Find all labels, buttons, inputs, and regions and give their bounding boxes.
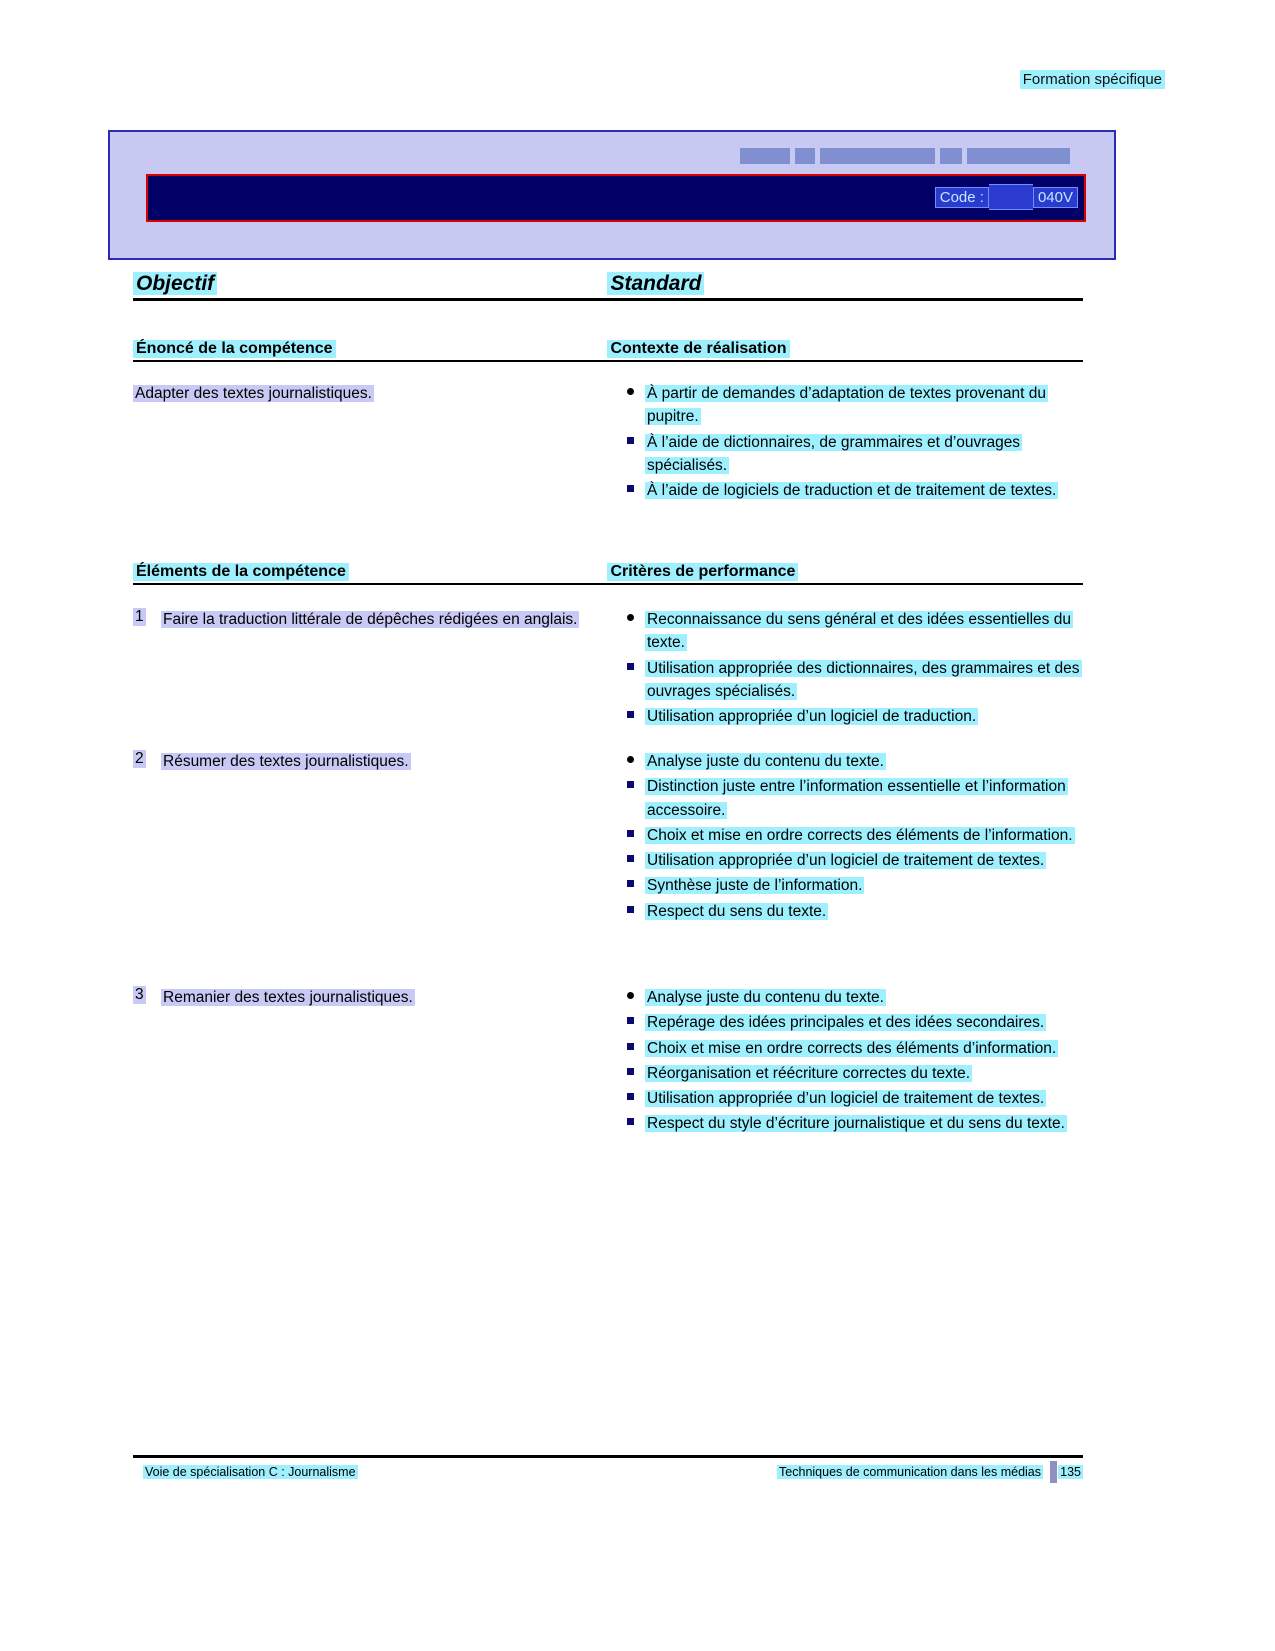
code-spacer (989, 184, 1033, 210)
criteria-item-text: Réorganisation et réécriture correctes du texte. (647, 1064, 971, 1082)
element-label-col (133, 986, 603, 1011)
footer-page-number: 135 (1060, 1465, 1081, 1479)
criteria-item-text: Utilisation appropriée d’un logiciel de traduction. (647, 708, 977, 725)
criteria-col (623, 608, 1083, 730)
list-item (623, 1062, 1083, 1085)
subhead-enonce-cell (133, 340, 603, 358)
list-item (623, 849, 1083, 872)
criteria-item-text: Utilisation appropriée des dictionnaires, des grammaires et des ouvrages spécialisés. (647, 659, 1080, 700)
list-item (623, 608, 1083, 655)
subhead-elements: Éléments de la compétence (133, 563, 349, 581)
subhead-criteres-cell (607, 563, 798, 580)
bullet-square-icon (627, 830, 634, 837)
criteria-item-text: Distinction juste entre l’information essentielle et l’information accessoire. (647, 778, 1066, 819)
contexte-item-text: À l’aide de dictionnaires, de grammaires et d’ouvrages spécialisés. (647, 433, 1021, 474)
criteria-col (623, 750, 1083, 925)
footer-right-text: Techniques de communication dans les médias (779, 1465, 1041, 1479)
criteria-item-text: Choix et mise en ordre corrects des éléments de l’information. (647, 826, 1073, 844)
bullet-square-icon (627, 485, 634, 492)
criteria-item-text: Utilisation appropriée d’un logiciel de traitement de textes. (647, 852, 1045, 869)
code-field (935, 184, 1078, 210)
bullet-dot-icon (627, 756, 634, 763)
banner-standard-cell (607, 272, 704, 296)
element-label-col (133, 750, 603, 775)
subhead-row-competence (133, 340, 1083, 362)
list-item (623, 750, 1083, 773)
element-label: Faire la traduction littérale de dépêches rédigées en anglais. (163, 611, 578, 628)
criteria-item-text: Repérage des idées principales et des idées secondaires. (647, 1014, 1045, 1032)
bullet-square-icon (627, 781, 634, 788)
banner-objectif-cell (133, 272, 603, 296)
criteria-item-text: Respect du sens du texte. (647, 902, 827, 920)
code-value: 040V (1033, 187, 1078, 208)
list-item (623, 900, 1083, 923)
bullet-dot-icon (627, 614, 634, 621)
list-item (623, 1087, 1083, 1110)
element-numbered (133, 986, 603, 1009)
criteria-list (623, 608, 1083, 728)
list-item (623, 874, 1083, 897)
subhead-contexte: Contexte de réalisation (607, 340, 789, 358)
bullet-square-icon (627, 711, 634, 718)
banner-objectif: Objectif (133, 272, 217, 295)
title-box (108, 130, 1116, 260)
list-item (623, 382, 1083, 429)
footer-left-text: Voie de spécialisation C : Journalisme (145, 1465, 356, 1479)
element-numbered (133, 608, 603, 631)
contexte-item-text: À partir de demandes d’adaptation de textes provenant du pupitre. (647, 385, 1046, 426)
criteria-item-text: Utilisation appropriée d’un logiciel de traitement de textes. (647, 1090, 1045, 1107)
list-item (623, 1112, 1083, 1135)
contexte-col (623, 382, 1083, 504)
criteria-col (623, 986, 1083, 1138)
element-label: Remanier des textes journalistiques. (163, 989, 413, 1006)
competence-statement-col (133, 382, 603, 405)
subhead-enonce: Énoncé de la compétence (133, 340, 336, 358)
subhead-criteres: Critères de performance (607, 563, 798, 581)
criteria-item-text: Reconnaissance du sens général et des idées essentielles du texte. (647, 611, 1071, 652)
subhead-row-elements (133, 563, 1083, 585)
criteria-item-text: Respect du style d’écriture journalistique et du sens du texte. (647, 1115, 1065, 1133)
list-item (623, 775, 1083, 822)
subhead-elements-cell (133, 563, 603, 581)
footer-divider (133, 1455, 1083, 1458)
list-item (623, 824, 1083, 847)
bullet-square-icon (627, 663, 634, 670)
bullet-dot-icon (627, 388, 634, 395)
list-item (623, 431, 1083, 478)
title-redaction-bar (740, 148, 1070, 164)
list-item (623, 1011, 1083, 1034)
criteria-item-text: Analyse juste du contenu du texte. (647, 753, 884, 770)
contexte-item-text: À l’aide de logiciels de traduction et de traitement de textes. (647, 482, 1057, 499)
code-label: Code : (935, 187, 989, 208)
element-number: 3 (135, 986, 144, 1003)
list-item (623, 657, 1083, 704)
element-label: Résumer des textes journalistiques. (163, 753, 409, 770)
criteria-item-text: Synthèse juste de l’information. (647, 877, 863, 895)
bullet-square-icon (627, 1043, 634, 1050)
bullet-square-icon (627, 1118, 634, 1125)
bullet-square-icon (627, 906, 634, 913)
element-label-col (133, 608, 603, 633)
criteria-list (623, 750, 1083, 923)
bullet-square-icon (627, 437, 634, 444)
element-number: 2 (135, 750, 144, 767)
list-item (623, 1037, 1083, 1060)
bullet-square-icon (627, 855, 634, 862)
competence-statement: Adapter des textes journalistiques. (135, 385, 372, 402)
banner-standard: Standard (607, 272, 704, 295)
title-inner-box (146, 174, 1086, 222)
list-item (623, 986, 1083, 1009)
contexte-list (623, 382, 1083, 502)
section-note: Formation spécifique (1020, 70, 1165, 89)
bullet-square-icon (627, 1017, 634, 1024)
list-item (623, 705, 1083, 728)
bullet-square-icon (627, 1068, 634, 1075)
criteria-list (623, 986, 1083, 1136)
subhead-contexte-cell (607, 340, 789, 357)
bullet-square-icon (627, 880, 634, 887)
list-item (623, 479, 1083, 502)
footer-mark (1050, 1461, 1057, 1483)
criteria-item-text: Choix et mise en ordre corrects des éléments d’information. (647, 1039, 1057, 1057)
element-number: 1 (135, 608, 144, 625)
bullet-dot-icon (627, 992, 634, 999)
element-numbered (133, 750, 603, 773)
criteria-item-text: Analyse juste du contenu du texte. (647, 989, 884, 1006)
bullet-square-icon (627, 1093, 634, 1100)
banner-row (133, 272, 1083, 301)
